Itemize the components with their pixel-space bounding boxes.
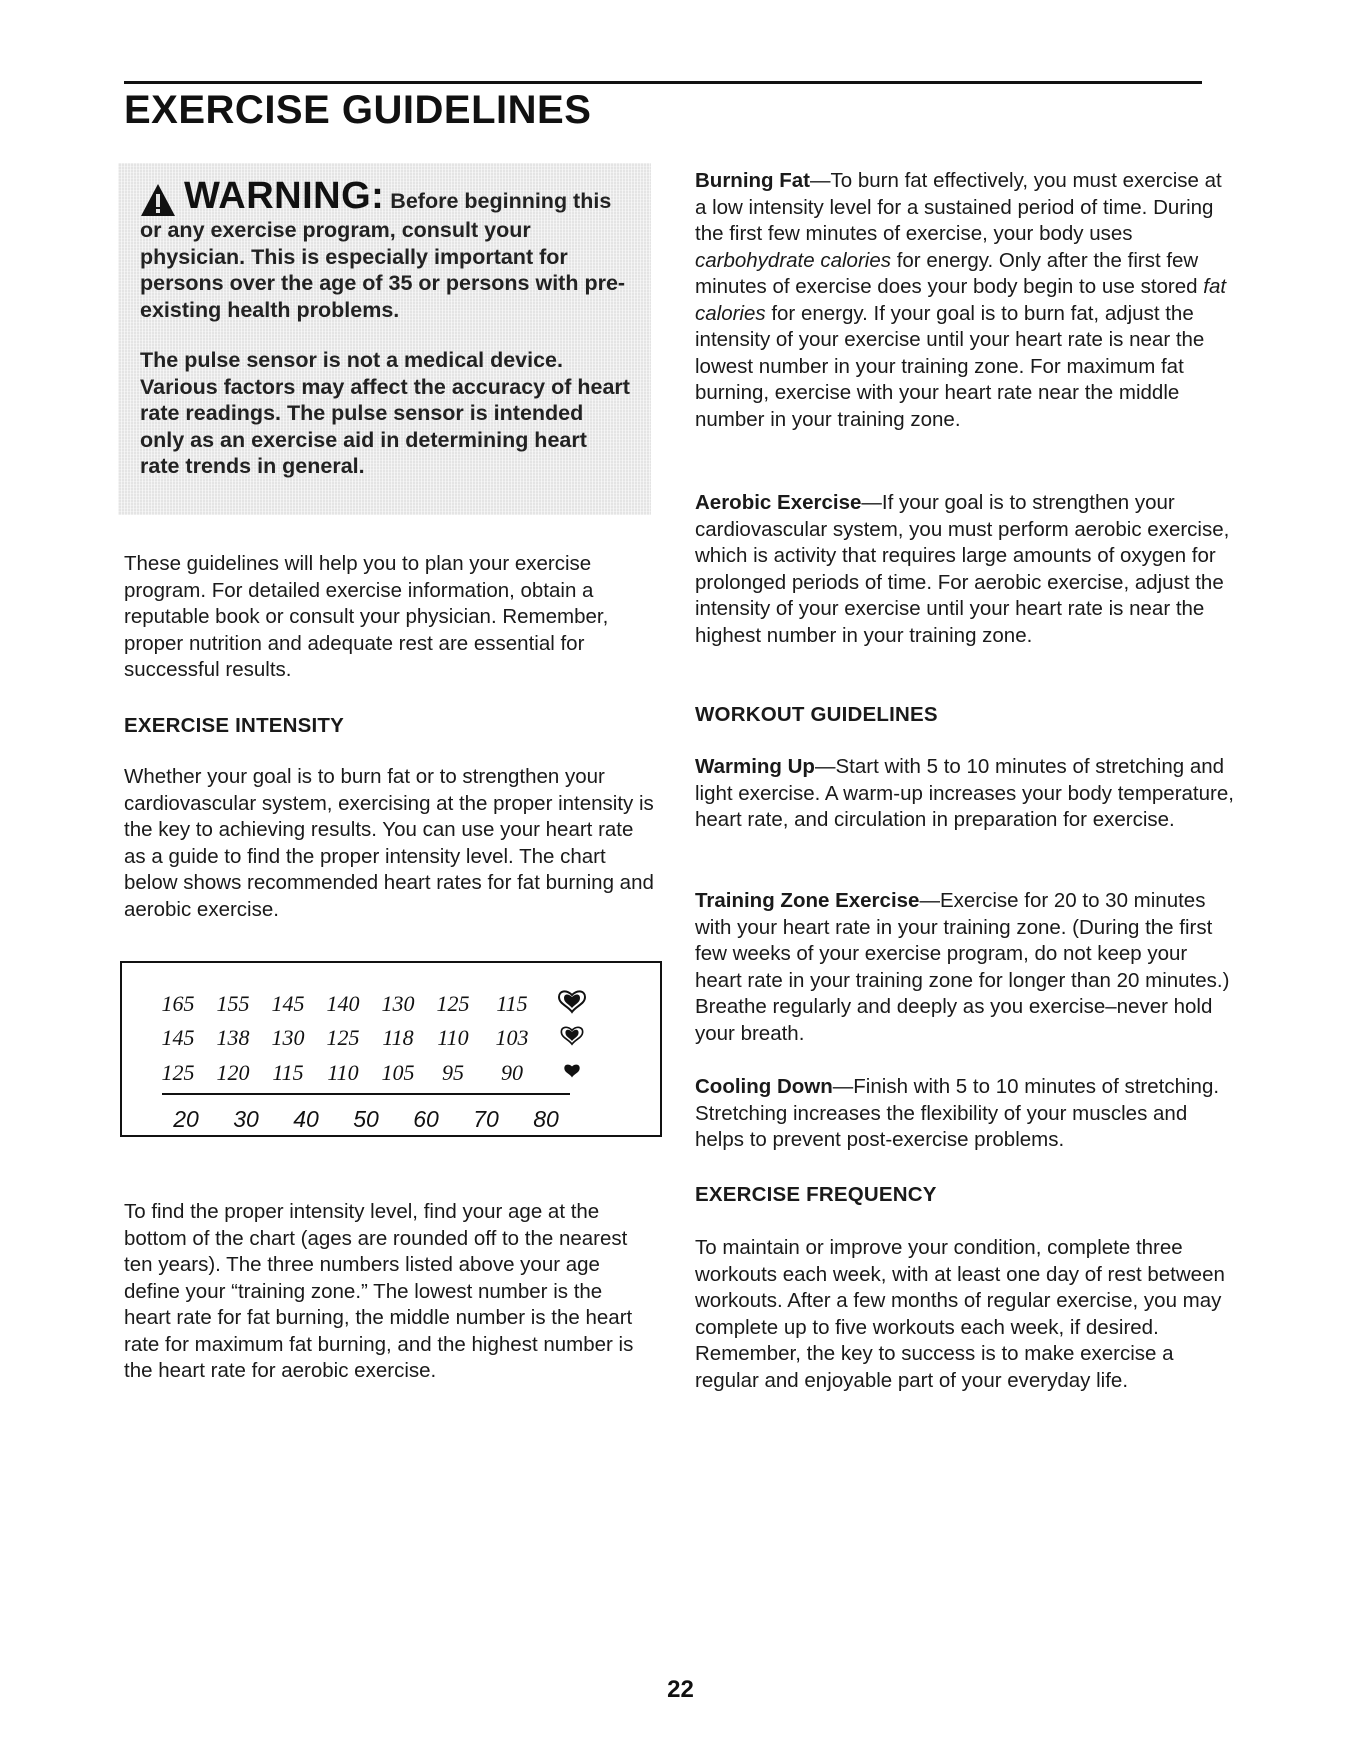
cooldown-text: —Finish with 5 to 10 minutes of stretching. Stretching increases the flexibility of your muscles and helps to prevent post-exercise problems. [695, 1075, 1220, 1151]
heart-rate-value: 90 [501, 1060, 523, 1085]
heart-rate-value: 120 [216, 1060, 250, 1085]
aerobic-lead: Aerobic Exercise [695, 491, 862, 514]
warning-triangle-icon [140, 183, 176, 217]
age-tick-label: 40 [293, 1106, 319, 1132]
intensity-heading: EXERCISE INTENSITY [124, 714, 345, 737]
heart-rate-chart-svg [122, 963, 664, 1139]
aerobic-paragraph [695, 490, 1237, 649]
page-number: 22 [667, 1676, 694, 1703]
burning-fat-text-1: —To burn fat effectively, you must exercise at a low intensity level for a sustained period of time. During the first few minutes of exercise, your body uses [695, 169, 1222, 245]
warning-box [118, 163, 651, 515]
heart-rate-value: 145 [161, 1025, 195, 1050]
title-rule [124, 81, 1202, 84]
burning-fat-emphasis-2: fat calories [695, 275, 1227, 325]
heart-rate-value: 118 [382, 1025, 414, 1050]
heart-medium-icon [561, 1027, 582, 1044]
chart-explanation-paragraph: To find the proper intensity level, find your age at the bottom of the chart (ages are rounded off to the nearest ten years). The three numbers listed above your age define your “training zone.” The lowest number is the heart rate for fat burning, the middle number is the heart rate for maximum fat burning, and the highest number is the heart rate for aerobic exercise. [124, 1200, 634, 1382]
heart-rate-value: 140 [326, 991, 360, 1016]
burning-fat-text-3: for energy. If your goal is to burn fat, adjust the intensity of your exercise until your heart rate is near the lowest number in your training zone. For maximum fat burning, exercise with your heart rate near the middle number in your training zone. [695, 301, 1205, 431]
heart-rate-value: 138 [216, 1025, 250, 1050]
frequency-heading: EXERCISE FREQUENCY [695, 1183, 937, 1206]
heart-rate-value: 130 [381, 991, 415, 1016]
age-tick-label: 70 [473, 1106, 499, 1132]
intro-paragraph: These guidelines will help you to plan your exercise program. For detailed exercise information, obtain a reputable book or consult your physician. Remember, proper nutrition and adequate rest are essential for successful results. [124, 552, 609, 681]
burning-fat-lead: Burning Fat [695, 169, 811, 192]
age-tick-label: 50 [353, 1106, 379, 1132]
training-zone-lead: Training Zone Exercise [695, 889, 920, 912]
intensity-paragraph: Whether your goal is to burn fat or to strengthen your cardiovascular system, exercising at the proper intensity is the key to achieving results. You can use your heart rate as a guide to find the proper intensity level. The chart below shows recommended heart rates for fat burning and aerobic exercise. [124, 765, 654, 921]
burning-fat-paragraph [695, 168, 1237, 433]
heart-rate-value: 103 [495, 1025, 529, 1050]
frequency-paragraph: To maintain or improve your condition, complete three workouts each week, with at least one day of rest between workouts. After a few months of regular exercise, you may complete up to five workouts each week, if desired. Remember, the key to success is to make exercise a regular and enjoyable part of your everyday life. [695, 1236, 1225, 1392]
warning-text-1: Before beginning this or any exercise program, consult your physician. This is especially important for persons over the age of 35 or persons with pre-existing health problems. [140, 189, 626, 322]
heart-rate-value: 155 [216, 991, 250, 1016]
warning-text-2: The pulse sensor is not a medical device. Various factors may affect the accuracy of heart rate readings. The pulse sensor is intended only as an exercise aid in determining heart rate trends in general. [140, 348, 630, 478]
burning-fat-emphasis-1: carbohydrate calories [695, 248, 891, 272]
training-zone-paragraph [695, 888, 1237, 1047]
warmup-text: —Start with 5 to 10 minutes of stretching and light exercise. A warm-up increases your body temperature, heart rate, and circulation in preparation for exercise. [695, 755, 1234, 831]
cooldown-paragraph [695, 1074, 1237, 1154]
heart-rate-value: 110 [437, 1025, 469, 1050]
workout-heading: WORKOUT GUIDELINES [695, 703, 938, 726]
warning-paragraph-1 [140, 175, 630, 323]
heart-rate-value: 130 [271, 1025, 305, 1050]
heart-rate-value: 110 [327, 1060, 359, 1085]
cooldown-lead: Cooling Down [695, 1075, 833, 1098]
burning-fat-text-2: for energy. Only after the first few minutes of exercise does your body begin to use stored [695, 248, 1204, 298]
age-tick-label: 80 [533, 1106, 559, 1132]
heart-rate-value: 125 [436, 991, 470, 1016]
page-title: EXERCISE GUIDELINES [124, 88, 592, 132]
heart-rate-value: 125 [326, 1025, 360, 1050]
heart-large-icon [559, 991, 585, 1012]
age-tick-label: 20 [173, 1106, 199, 1132]
heart-rate-value: 145 [271, 991, 305, 1016]
aerobic-text: —If your goal is to strengthen your cardiovascular system, you must perform aerobic exercise, which is activity that requires large amounts of oxygen for prolonged periods of time. For aerobic exercise, adjust the intensity of your exercise until your heart rate is near the highest number in your training zone. [695, 491, 1230, 647]
age-tick-label: 60 [413, 1106, 439, 1132]
heart-rate-chart [120, 961, 662, 1137]
heart-rate-value: 115 [272, 1060, 304, 1085]
heart-rate-value: 105 [381, 1060, 415, 1085]
warmup-paragraph [695, 754, 1237, 834]
training-zone-text: —Exercise for 20 to 30 minutes with your heart rate in your training zone. (During the first few weeks of your exercise program, do not keep your heart rate in your training zone for longer than 20 minutes.) Breathe regularly and deeply as you exercise–never hold your breath. [695, 889, 1230, 1045]
heart-rate-value: 125 [161, 1060, 195, 1085]
heart-small-icon [565, 1065, 579, 1076]
heart-rate-value: 95 [442, 1060, 464, 1085]
warning-label: WARNING: [184, 175, 385, 217]
age-tick-label: 30 [233, 1106, 259, 1132]
warmup-lead: Warming Up [695, 755, 815, 778]
heart-rate-value: 165 [161, 991, 195, 1016]
heart-rate-value: 115 [496, 991, 528, 1016]
